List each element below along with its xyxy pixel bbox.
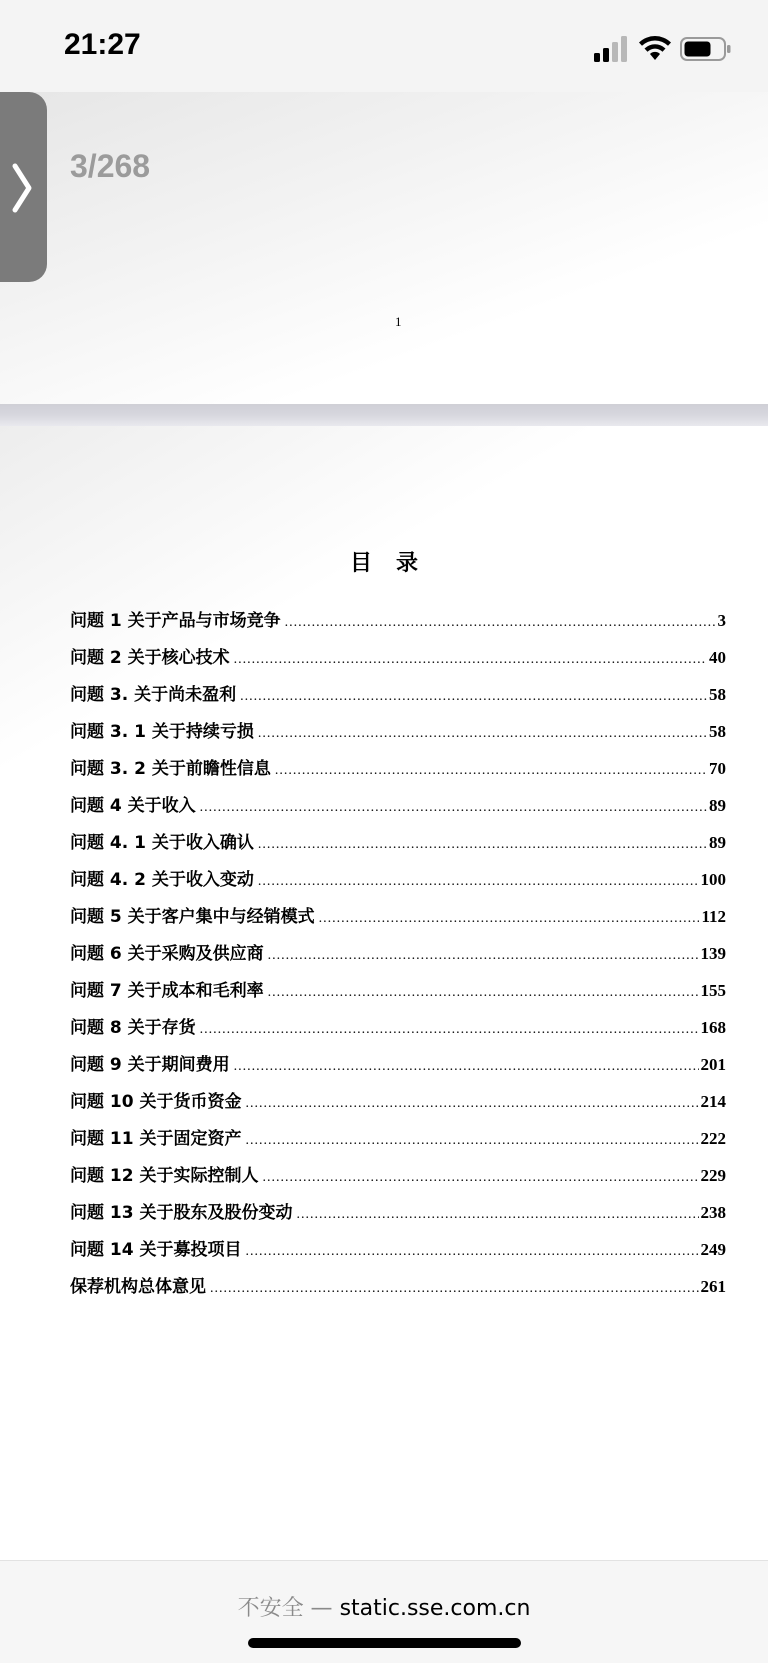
toc-dot-leader (297, 1207, 699, 1223)
toc-list (70, 606, 726, 1309)
toc-entry-label: 问题 13 关于股东及股份变动 (70, 1203, 293, 1223)
toc-entry-label: 问题 7 关于成本和毛利率 (70, 981, 264, 1001)
toc-entry-label: 问题 11 关于固定资产 (70, 1129, 242, 1149)
toc-entry-label: 问题 1 关于产品与市场竞争 (70, 611, 281, 631)
current-pdf-page[interactable] (0, 426, 768, 1560)
status-time: 21:27 (64, 28, 141, 61)
toc-entry[interactable] (70, 680, 726, 717)
toc-dot-leader (200, 800, 707, 816)
toc-entry[interactable] (70, 791, 726, 828)
toc-entry-label: 问题 9 关于期间费用 (70, 1055, 230, 1075)
toc-dot-leader (246, 1096, 699, 1112)
toc-entry[interactable] (70, 717, 726, 754)
toc-dot-leader (246, 1244, 699, 1260)
toc-entry-label: 保荐机构总体意见 (70, 1277, 206, 1297)
toc-entry-label: 问题 3. 关于尚未盈利 (70, 685, 237, 705)
toc-entry-page: 58 (709, 685, 726, 704)
toc-entry[interactable] (70, 902, 726, 939)
toc-title: 目录 (349, 551, 442, 576)
home-indicator[interactable] (248, 1638, 521, 1648)
toc-entry-page: 168 (700, 1018, 726, 1037)
toc-dot-leader (234, 1059, 699, 1075)
toc-dot-leader (210, 1281, 699, 1297)
battery-icon (680, 34, 732, 64)
toc-dot-leader (258, 726, 707, 742)
toc-entry-page: 58 (709, 722, 726, 741)
wifi-icon (638, 34, 672, 62)
toc-dot-leader (246, 1133, 699, 1149)
toc-entry-label: 问题 4. 1 关于收入确认 (70, 833, 254, 853)
chevron-right-icon (10, 160, 34, 216)
status-bar (0, 0, 768, 92)
toc-entry[interactable] (70, 606, 726, 643)
toc-entry[interactable] (70, 1198, 726, 1235)
toc-entry-label: 问题 14 关于募投项目 (70, 1240, 242, 1260)
toc-entry-page: 100 (700, 870, 726, 889)
toc-entry[interactable] (70, 643, 726, 680)
toc-entry-page: 112 (701, 907, 726, 926)
insecure-label: 不安全 — (237, 1596, 340, 1621)
toc-dot-leader (240, 689, 707, 705)
previous-pdf-page[interactable] (0, 92, 768, 404)
toc-entry-label: 问题 8 关于存货 (70, 1018, 196, 1038)
toc-entry-page: 238 (700, 1203, 726, 1222)
toc-dot-leader (263, 1170, 699, 1186)
toc-entry-label: 问题 3. 1 关于持续亏损 (70, 722, 254, 742)
toc-entry-page: 40 (709, 648, 726, 667)
toc-entry[interactable] (70, 1013, 726, 1050)
url-display[interactable] (0, 1591, 768, 1622)
url-host: static.sse.com.cn (339, 1596, 531, 1621)
toc-entry-label: 问题 5 关于客户集中与经销模式 (70, 907, 315, 927)
toc-entry[interactable] (70, 1235, 726, 1272)
page-separator (0, 404, 768, 426)
toc-entry[interactable] (70, 865, 726, 902)
toc-entry-label: 问题 4. 2 关于收入变动 (70, 870, 254, 890)
toc-entry[interactable] (70, 1087, 726, 1124)
toc-dot-leader (268, 948, 699, 964)
toc-entry-page: 139 (700, 944, 726, 963)
toc-entry[interactable] (70, 939, 726, 976)
toc-entry[interactable] (70, 1050, 726, 1087)
toc-dot-leader (275, 763, 707, 779)
toc-dot-leader (319, 911, 700, 927)
toc-dot-leader (234, 652, 707, 668)
toc-dot-leader (200, 1022, 699, 1038)
toc-entry-page: 261 (700, 1277, 726, 1296)
cellular-signal-icon (594, 36, 630, 62)
toc-entry[interactable] (70, 1272, 726, 1309)
toc-entry-page: 229 (700, 1166, 726, 1185)
page-footer-number: 1 (395, 314, 402, 329)
toc-entry-label: 问题 2 关于核心技术 (70, 648, 230, 668)
toc-entry-page: 201 (700, 1055, 726, 1074)
toc-entry-page: 155 (700, 981, 726, 1000)
toc-entry-page: 222 (700, 1129, 726, 1148)
toc-entry-label: 问题 3. 2 关于前瞻性信息 (70, 759, 271, 779)
toc-entry[interactable] (70, 828, 726, 865)
toc-entry[interactable] (70, 1124, 726, 1161)
toc-dot-leader (258, 874, 699, 890)
toc-entry-page: 89 (709, 833, 726, 852)
toc-entry-page: 249 (700, 1240, 726, 1259)
toc-entry[interactable] (70, 976, 726, 1013)
toc-dot-leader (268, 985, 699, 1001)
toc-entry-page: 3 (717, 611, 726, 630)
sidebar-toggle-button[interactable] (0, 92, 47, 282)
toc-entry-label: 问题 12 关于实际控制人 (70, 1166, 259, 1186)
toc-entry-page: 89 (709, 796, 726, 815)
page-indicator: 3/268 (70, 148, 151, 184)
toc-entry[interactable] (70, 1161, 726, 1198)
toc-dot-leader (258, 837, 707, 853)
toc-entry-label: 问题 6 关于采购及供应商 (70, 944, 264, 964)
toc-entry-label: 问题 10 关于货币资金 (70, 1092, 242, 1112)
toc-entry-page: 70 (709, 759, 726, 778)
toc-entry-page: 214 (700, 1092, 726, 1111)
toc-dot-leader (285, 615, 716, 631)
toc-entry-label: 问题 4 关于收入 (70, 796, 196, 816)
toc-entry[interactable] (70, 754, 726, 791)
